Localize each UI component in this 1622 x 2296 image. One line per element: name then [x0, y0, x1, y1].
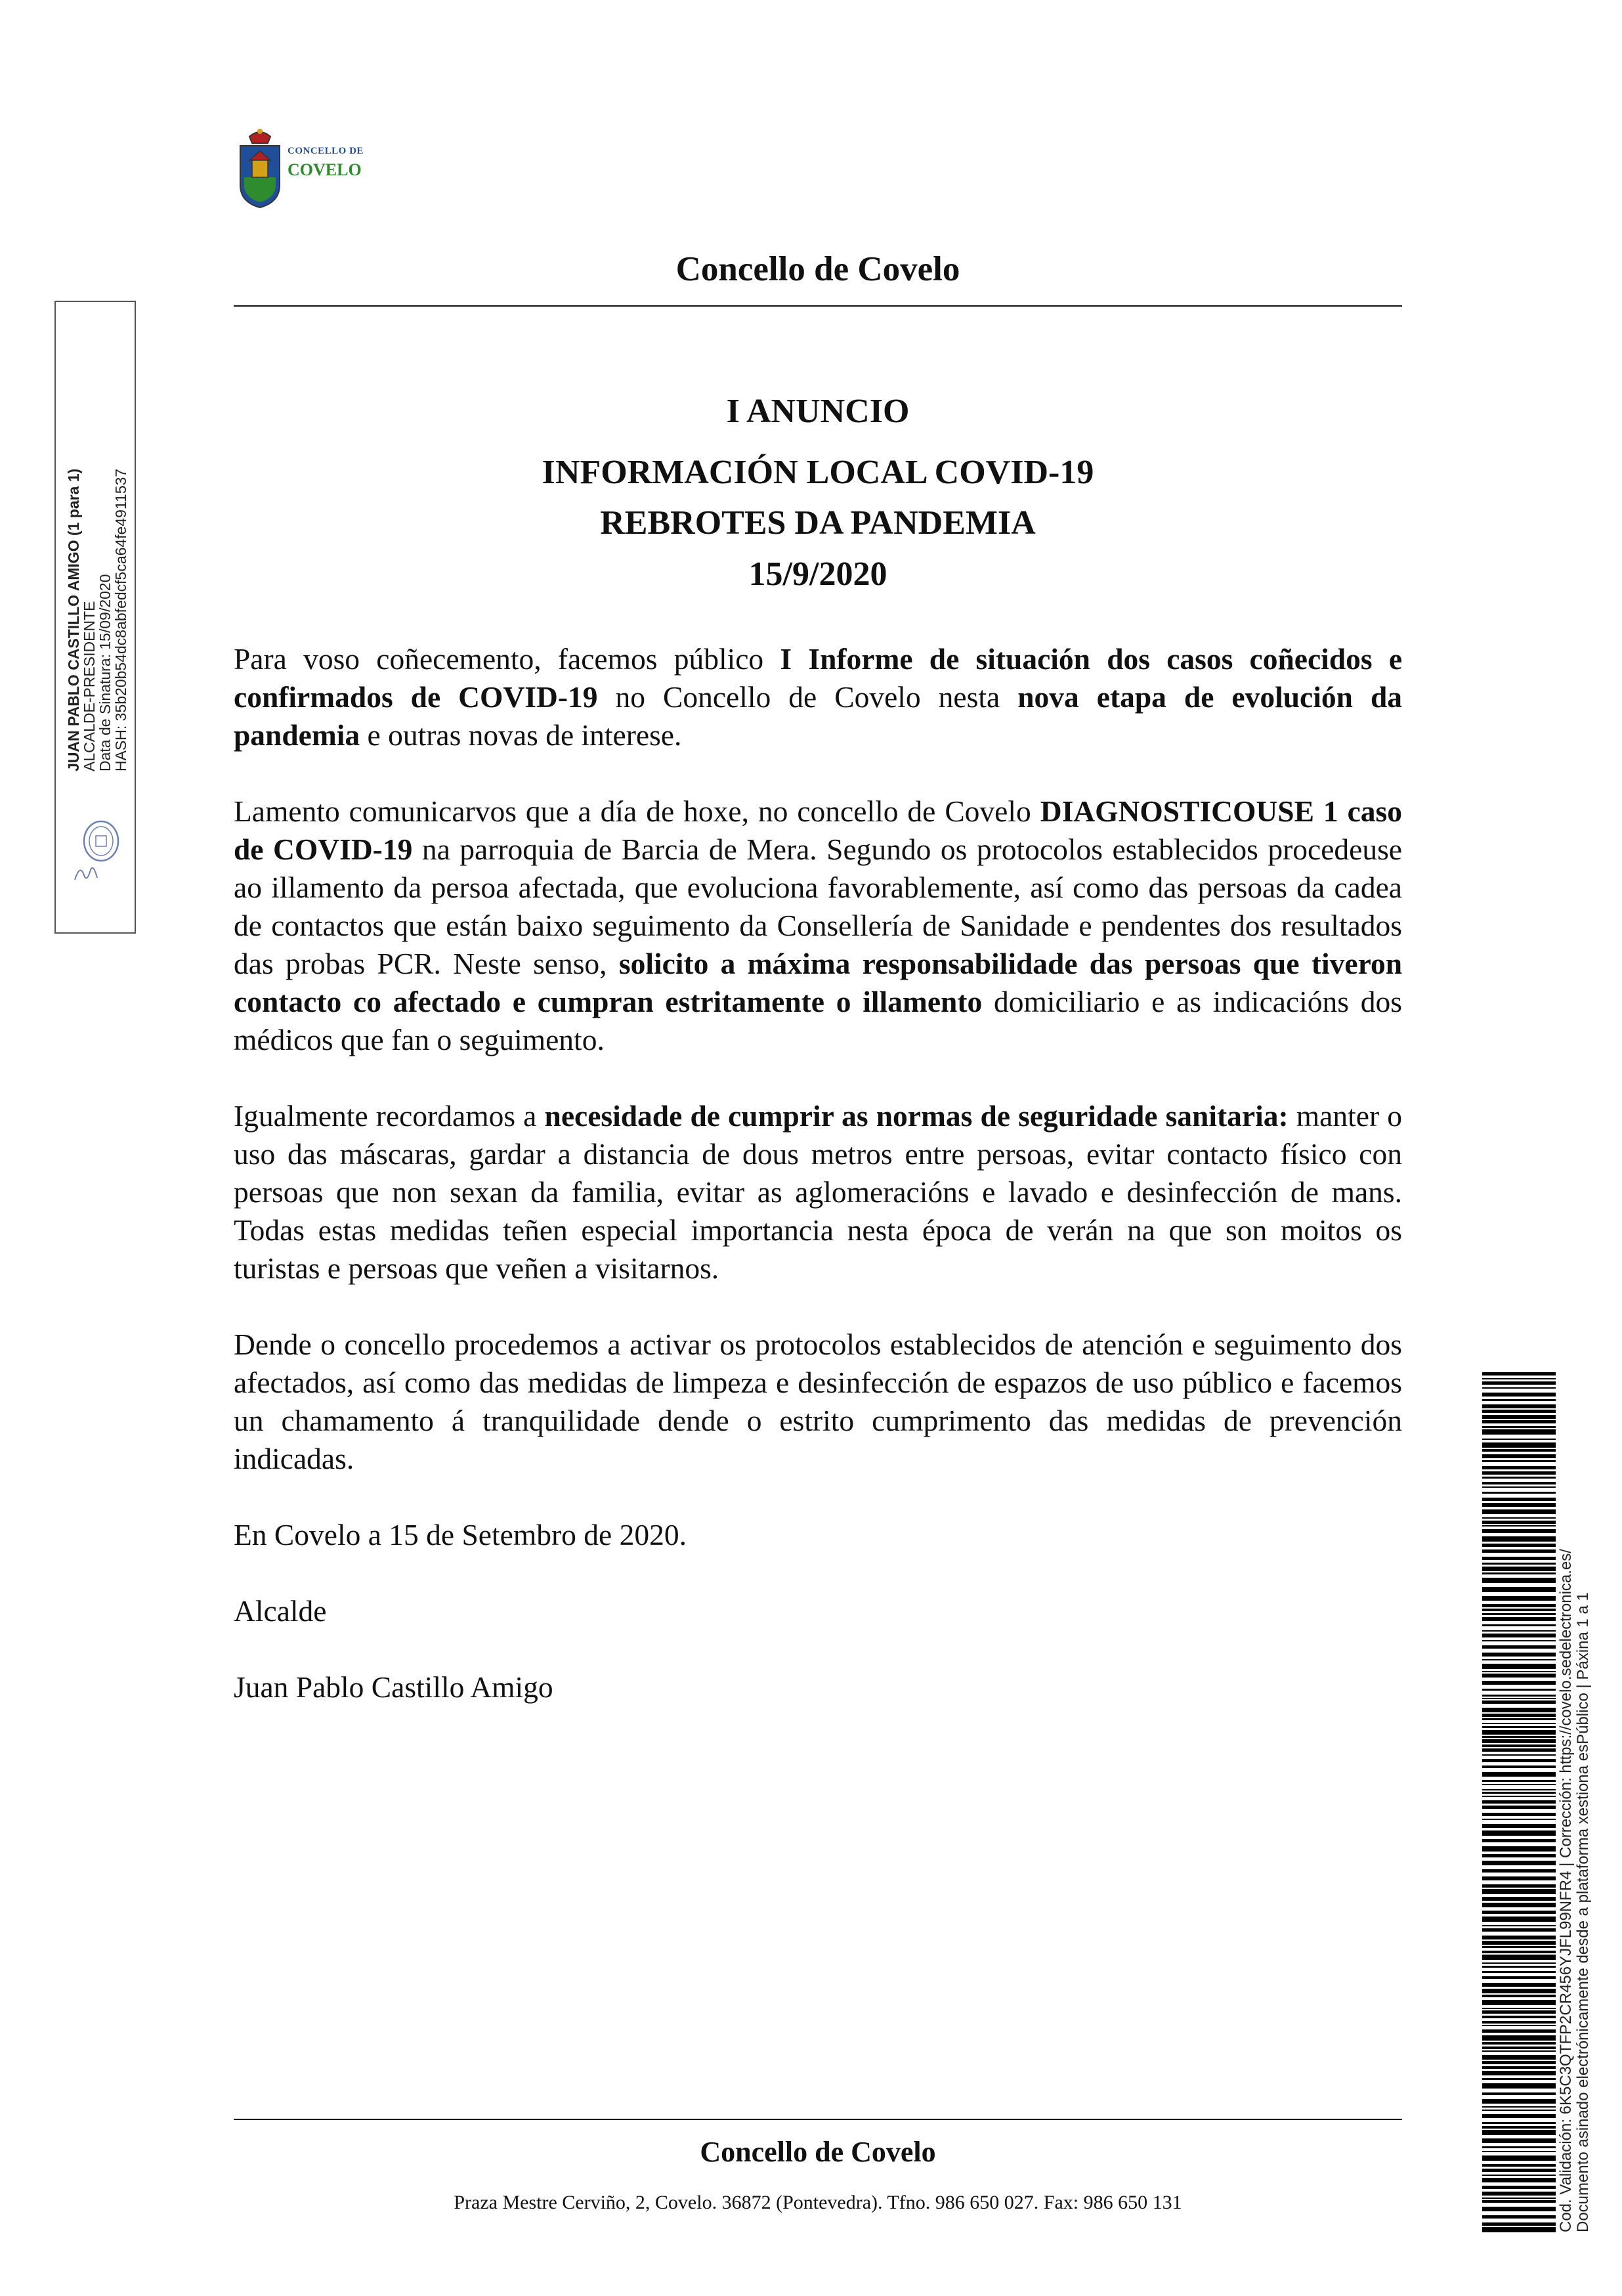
- body-paragraph-2: Lamento comunicarvos que a día de hoxe, no concello de Covelo DIAGNOSTICOUSE 1 caso de COVID-19 na parroquia de Barcia de Mera. Segundo os protocolos establecidos procedeuse ao illamento da persoa afectada, que evoluciona favorablemente, así como das persoas da cadea de contactos que están baixo seguimento da Consellería de Sanidade e pendentes dos resultados das probas PCR. Neste senso, solicito a máxima responsabilidade das persoas que tiveron contacto co afectado e cumpran estritamente o illamento domiciliario e as indicacións dos médicos que fan o seguimento.: [234, 794, 1403, 1056]
- header-divider: [234, 305, 1402, 307]
- header-title: Concello de Covelo: [675, 250, 960, 288]
- announcement-date: 15/9/2020: [748, 555, 887, 593]
- validation-line: Documento asinado electrónicamente desde a plataforma xestiona esPúblico | Páxina 1 a 1: [1574, 1592, 1592, 2232]
- barcode-icon: [1482, 1372, 1556, 2232]
- announcement-number: I ANUNCIO: [726, 393, 910, 430]
- place-and-date: En Covelo a 15 de Setembro de 2020.: [234, 1518, 687, 1551]
- document-body: [234, 640, 1402, 1744]
- announcement-title: INFORMACIÓN LOCAL COVID-19: [542, 454, 1094, 491]
- signature-seal-icon: [71, 817, 121, 890]
- logo-text-line2: COVELO: [288, 160, 362, 179]
- footer-divider: [234, 2119, 1402, 2120]
- announcement-subtitle: REBROTES DA PANDEMIA: [600, 504, 1036, 542]
- signer-role: Alcalde: [234, 1594, 327, 1628]
- footer-title: Concello de Covelo: [700, 2136, 936, 2168]
- body-paragraph-4: Dende o concello procedemos a activar os protocolos establecidos de atención e seguimento dos afectados, así como das medidas de limpeza e desinfección de espazos de uso público e facemos un chamamento á tranquilidade dende o estrito cumprimento das medidas de prevención indicadas.: [234, 1328, 1402, 1475]
- body-paragraph-1: Para voso coñecemento, facemos público I Informe de situación dos casos coñecidos e confirmados de COVID-19 no Concello de Covelo nesta nova etapa de evolución da pandemia e outras novas de interese.: [234, 642, 1403, 752]
- signer-name: Juan Pablo Castillo Amigo: [234, 1670, 553, 1704]
- signature-line: Data de Sinatura: 15/09/2020: [96, 574, 114, 771]
- coat-of-arms-icon: [235, 125, 285, 210]
- body-paragraph-3: Igualmente recordamos a necesidade de cumprir as normas de seguridade sanitaria: manter o uso das máscaras, gardar a distancia de dous metros entre persoas, evitar contacto físico con persoas que non sexan da familia, evitar as aglomeracións e lavado e desinfección de mans. Todas estas medidas teñen especial importancia nesta época de verán na que son moitos os turistas e persoas que veñen a visitarnos.: [234, 1099, 1403, 1285]
- footer-address: Praza Mestre Cerviño, 2, Covelo. 36872 (Pontevedra). Tfno. 986 650 027. Fax: 986 650 131: [454, 2192, 1182, 2213]
- validation-text: [1558, 1549, 1592, 2232]
- signature-line: ALCALDE-PRESIDENTE: [81, 601, 98, 771]
- concello-logo: [235, 125, 386, 210]
- logo-text-line1: CONCELLO DE: [288, 146, 364, 156]
- signature-line: HASH: 35b20b54dc8abfedcf5ca64fe4911537: [112, 468, 129, 771]
- validation-line: Cod. Validación: 6K5C3QTFP2CR456YJFL99NFR4 | Corrección: https://covelo.sedelectronica.es/: [1557, 1549, 1575, 2232]
- digital-signature-text: [66, 469, 129, 771]
- signature-line: JUAN PABLO CASTILLO AMIGO (1 para 1): [65, 468, 82, 771]
